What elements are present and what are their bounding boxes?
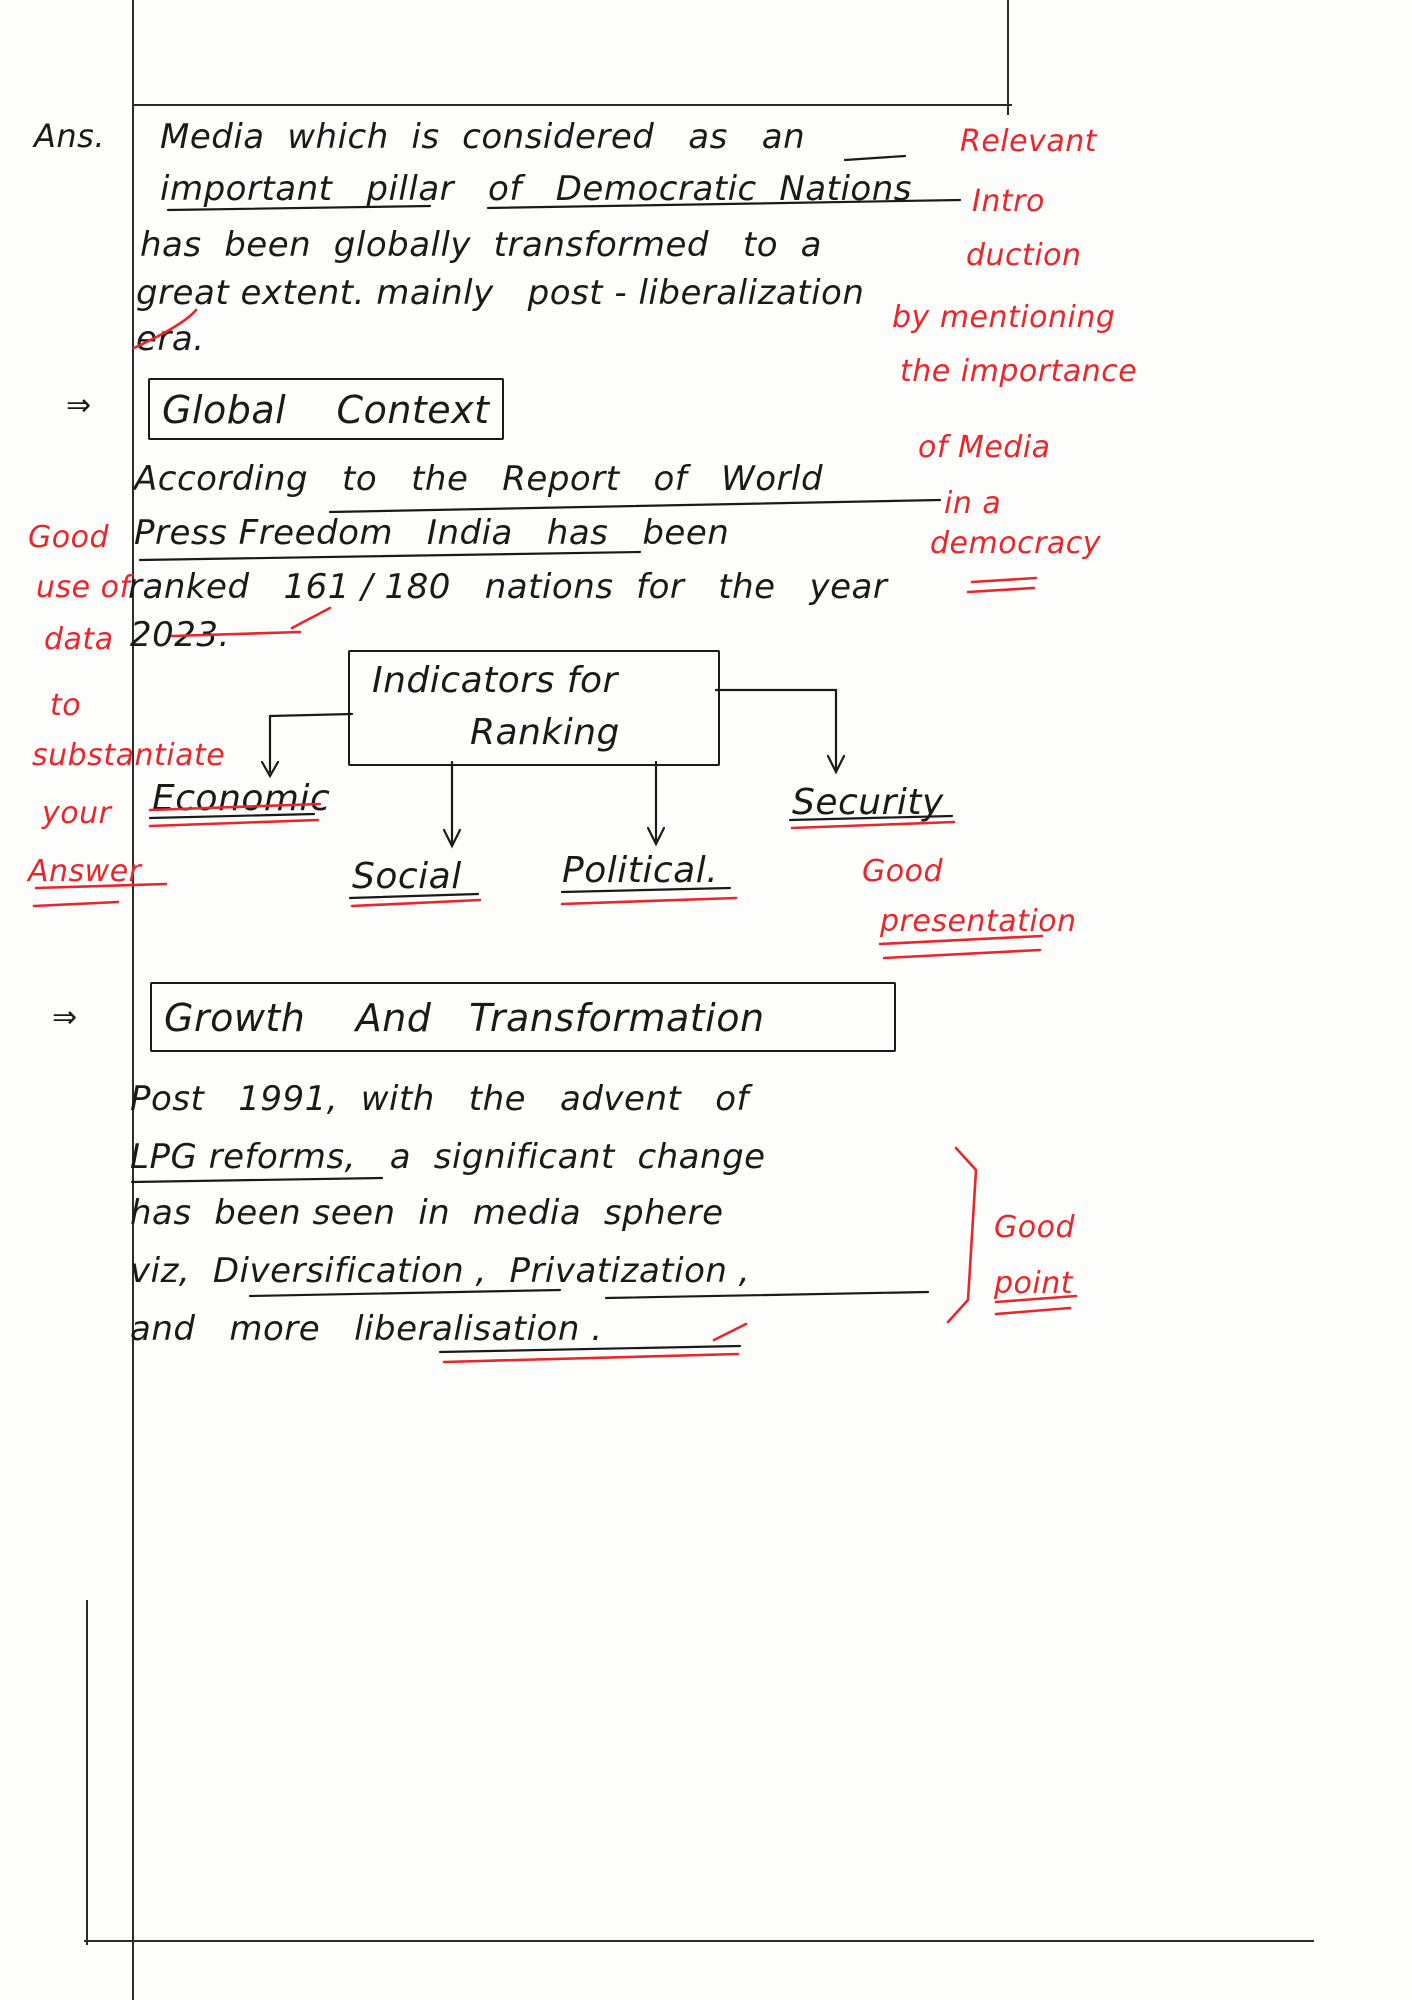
growth-line-4: viz, Diversification , Privatization , xyxy=(130,1251,751,1291)
growth-line-1: Post 1991, with the advent of xyxy=(130,1079,750,1119)
intro-line-2: important pillar of Democratic Nations xyxy=(160,169,912,209)
growth-section-arrow: ⇒ xyxy=(52,1000,78,1035)
red-tick-liberalisation xyxy=(714,1324,746,1340)
red-underline-answer-2 xyxy=(34,902,118,906)
note-good-presentation-line-2: presentation xyxy=(880,904,1077,939)
note-good-data-line-4: to xyxy=(50,688,82,723)
global-line-2: Press Freedom India has been xyxy=(134,513,730,553)
red-underline-year xyxy=(972,578,1036,582)
red-underline-liberalisation xyxy=(444,1354,738,1362)
global-line-1: According to the Report of World xyxy=(134,459,824,499)
note-relevant-intro-line-3: duction xyxy=(966,238,1082,273)
top-edge-line xyxy=(132,104,1012,106)
global-context-heading: Global Context xyxy=(162,388,490,432)
flowchart-center-line-2: Ranking xyxy=(470,712,620,753)
underline-privatization xyxy=(606,1292,928,1298)
note-good-presentation-line-1: Good xyxy=(862,854,943,889)
red-bracket-good-point xyxy=(948,1148,976,1322)
arrowhead-economic xyxy=(262,762,278,776)
note-relevant-intro-line-7: in a xyxy=(944,486,1002,521)
connector-security xyxy=(716,690,836,768)
note-good-data-line-7: Answer xyxy=(28,854,142,889)
note-good-data-line-5: substantiate xyxy=(32,738,226,773)
answer-label: Ans. xyxy=(34,117,106,155)
note-relevant-intro-line-6: of Media xyxy=(918,430,1051,465)
note-good-data-line-3: data xyxy=(44,622,114,657)
note-good-data-line-6: your xyxy=(42,796,112,831)
note-relevant-intro-line-5: the importance xyxy=(900,354,1138,389)
intro-line-5: era. xyxy=(136,319,205,359)
bottom-edge-line xyxy=(84,1940,1314,1942)
note-good-data-line-2: use of xyxy=(36,570,131,605)
note-relevant-intro-line-1: Relevant xyxy=(960,124,1098,159)
underline-press-freedom-india xyxy=(140,552,640,560)
growth-line-5: and more liberalisation . xyxy=(130,1309,603,1349)
left-margin-line xyxy=(132,0,134,2000)
red-tick-rank xyxy=(292,608,330,628)
red-underline-good-point-2 xyxy=(996,1308,1070,1314)
note-good-data-line-1: Good xyxy=(28,520,109,555)
global-line-3: ranked 161 / 180 nations for the year xyxy=(128,567,888,607)
bottom-left-edge-line xyxy=(86,1600,88,1945)
intro-line-3: has been globally transformed to a xyxy=(140,225,822,265)
growth-heading: Growth And Transformation xyxy=(164,996,765,1040)
flowchart-branch-security: Security xyxy=(792,782,944,823)
intro-line-1: Media which is considered as an xyxy=(160,117,806,157)
red-underline-social xyxy=(352,900,480,906)
intro-line-4: great extent. mainly post - liberalization xyxy=(136,273,865,313)
underline-an xyxy=(845,156,905,160)
note-relevant-intro-line-4: by mentioning xyxy=(892,300,1116,335)
growth-line-3: has been seen in media sphere xyxy=(130,1193,724,1233)
global-line-4: 2023. xyxy=(130,615,230,655)
arrowhead-social xyxy=(444,830,460,846)
note-good-point-line-1: Good xyxy=(994,1210,1075,1245)
red-underline-political xyxy=(562,898,736,904)
flowchart-branch-political: Political. xyxy=(562,850,719,891)
arrowhead-political xyxy=(648,828,664,844)
red-underline-economic-2 xyxy=(150,820,318,826)
underline-report-world xyxy=(330,500,940,512)
red-underline-year-2 xyxy=(968,588,1034,592)
flowchart-branch-social: Social xyxy=(352,856,462,897)
right-margin-line xyxy=(1007,0,1009,115)
flowchart-branch-economic: Economic xyxy=(152,778,331,819)
flowchart-center-line-1: Indicators for xyxy=(372,660,618,701)
arrowhead-security xyxy=(828,756,844,772)
note-relevant-intro-line-2: Intro xyxy=(972,184,1045,219)
note-relevant-intro-line-8: democracy xyxy=(930,526,1102,561)
underline-lpg-reforms xyxy=(132,1178,382,1182)
growth-line-2: LPG reforms, a significant change xyxy=(130,1137,766,1177)
note-good-point-line-2: point xyxy=(994,1266,1074,1301)
connector-economic-horiz xyxy=(270,714,352,716)
global-context-arrow: ⇒ xyxy=(66,388,92,423)
red-underline-presentation-2 xyxy=(884,950,1040,958)
